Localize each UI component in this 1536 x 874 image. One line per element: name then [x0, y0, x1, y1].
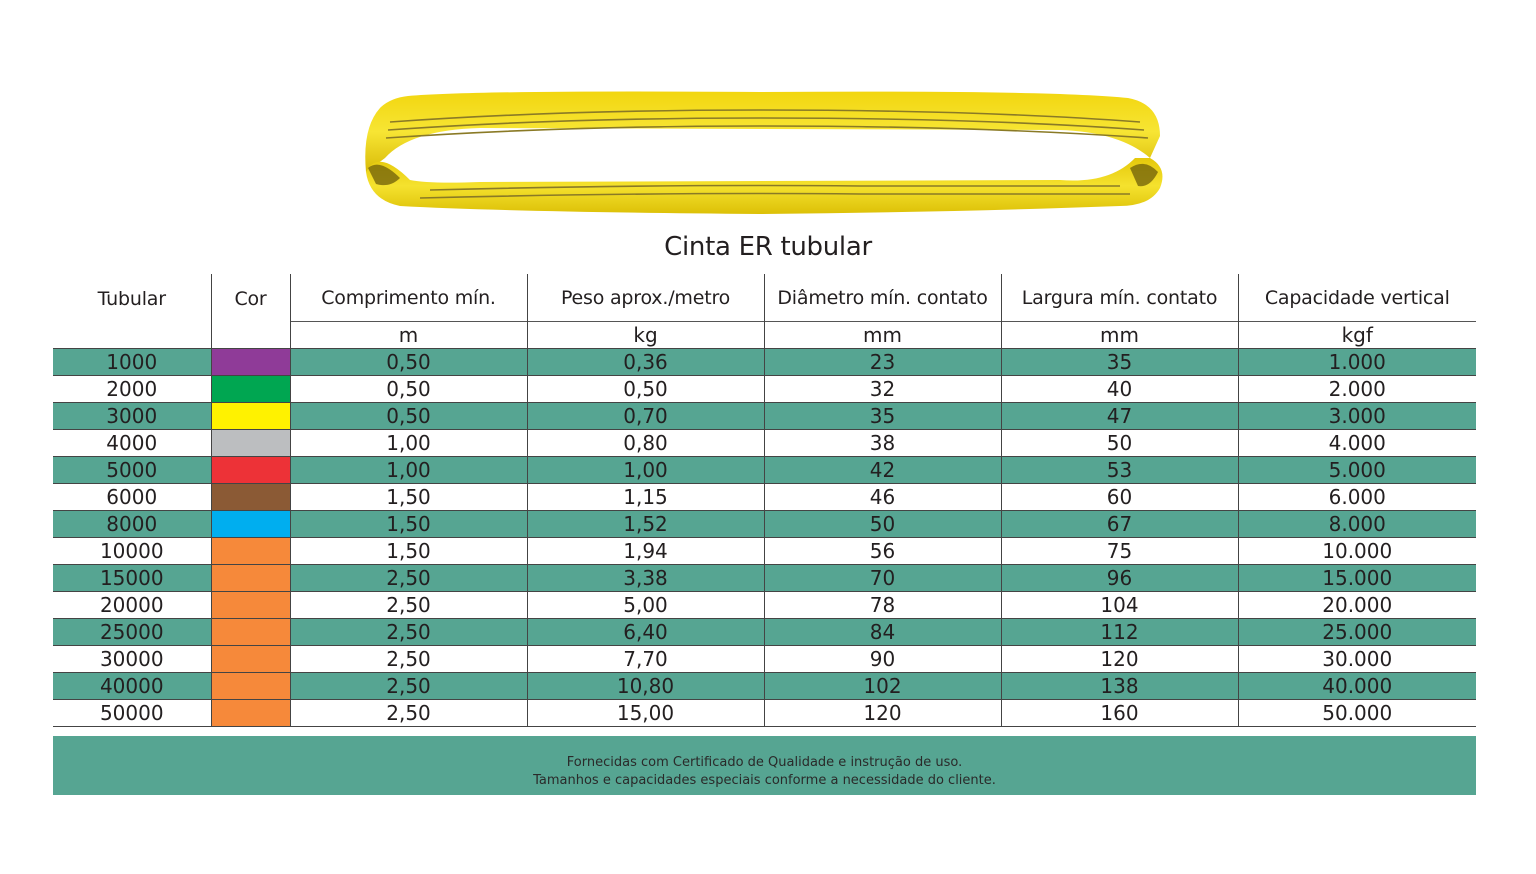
yellow-round-sling-image: [360, 88, 1170, 218]
cell-capacidade: 15.000: [1238, 565, 1476, 592]
cell-comprimento: 1,50: [290, 511, 527, 538]
cell-largura: 50: [1001, 430, 1238, 457]
footer-line-2: Tamanhos e capacidades especiais conforme a necessidade do cliente.: [533, 773, 996, 788]
cell-peso: 3,38: [527, 565, 764, 592]
cell-comprimento: 0,50: [290, 349, 527, 376]
header-comprimento: Comprimento mín.: [290, 274, 527, 322]
color-swatch-fill: [212, 592, 290, 618]
cell-tubular: 50000: [53, 700, 211, 727]
table-body: [53, 349, 1476, 727]
cell-peso: 1,00: [527, 457, 764, 484]
cell-peso: 1,94: [527, 538, 764, 565]
cell-diametro: 84: [764, 619, 1001, 646]
cell-largura: 96: [1001, 565, 1238, 592]
cell-largura: 40: [1001, 376, 1238, 403]
table-row: [53, 646, 1476, 673]
footer-line-1: Fornecidas com Certificado de Qualidade e instrução de uso.: [566, 755, 963, 770]
cell-largura: 138: [1001, 673, 1238, 700]
cell-tubular: 4000: [53, 430, 211, 457]
table-row: [53, 403, 1476, 430]
cell-tubular: 10000: [53, 538, 211, 565]
cell-peso: 15,00: [527, 700, 764, 727]
cell-capacidade: 5.000: [1238, 457, 1476, 484]
cell-tubular: 25000: [53, 619, 211, 646]
unit-diametro: mm: [764, 322, 1001, 349]
unit-peso: kg: [527, 322, 764, 349]
cell-capacidade: 25.000: [1238, 619, 1476, 646]
cell-peso: 5,00: [527, 592, 764, 619]
color-swatch-fill: [212, 565, 290, 591]
cell-capacidade: 8.000: [1238, 511, 1476, 538]
color-swatch: [211, 349, 290, 376]
unit-comprimento: m: [290, 322, 527, 349]
cell-capacidade: 4.000: [1238, 430, 1476, 457]
table-row: [53, 673, 1476, 700]
table-row: [53, 430, 1476, 457]
cell-tubular: 15000: [53, 565, 211, 592]
color-swatch-fill: [212, 511, 290, 537]
cell-capacidade: 1.000: [1238, 349, 1476, 376]
cell-comprimento: 2,50: [290, 565, 527, 592]
cell-tubular: 8000: [53, 511, 211, 538]
color-swatch-fill: [212, 457, 290, 483]
color-swatch-fill: [212, 538, 290, 564]
color-swatch: [211, 484, 290, 511]
cell-diametro: 23: [764, 349, 1001, 376]
cell-diametro: 90: [764, 646, 1001, 673]
header-cor: Cor: [211, 274, 290, 349]
color-swatch: [211, 376, 290, 403]
cell-diametro: 50: [764, 511, 1001, 538]
cell-tubular: 5000: [53, 457, 211, 484]
cell-diametro: 102: [764, 673, 1001, 700]
unit-largura: mm: [1001, 322, 1238, 349]
cell-comprimento: 2,50: [290, 646, 527, 673]
table-row: [53, 376, 1476, 403]
cell-capacidade: 20.000: [1238, 592, 1476, 619]
table-row: [53, 349, 1476, 376]
cell-largura: 47: [1001, 403, 1238, 430]
cell-diametro: 56: [764, 538, 1001, 565]
color-swatch: [211, 538, 290, 565]
color-swatch: [211, 646, 290, 673]
color-swatch: [211, 673, 290, 700]
cell-diametro: 42: [764, 457, 1001, 484]
cell-comprimento: 2,50: [290, 619, 527, 646]
page-title: Cinta ER tubular: [664, 232, 872, 262]
cell-diametro: 32: [764, 376, 1001, 403]
color-swatch: [211, 592, 290, 619]
cell-tubular: 2000: [53, 376, 211, 403]
cell-largura: 35: [1001, 349, 1238, 376]
cell-comprimento: 0,50: [290, 376, 527, 403]
cell-peso: 7,70: [527, 646, 764, 673]
header-largura: Largura mín. contato: [1001, 274, 1238, 322]
table-row: [53, 700, 1476, 727]
cell-comprimento: 2,50: [290, 700, 527, 727]
table-row: [53, 592, 1476, 619]
cell-peso: 6,40: [527, 619, 764, 646]
table-row: [53, 538, 1476, 565]
cell-diametro: 120: [764, 700, 1001, 727]
cell-diametro: 35: [764, 403, 1001, 430]
color-swatch-fill: [212, 430, 290, 456]
cell-capacidade: 50.000: [1238, 700, 1476, 727]
cell-capacidade: 6.000: [1238, 484, 1476, 511]
color-swatch-fill: [212, 376, 290, 402]
table-row: [53, 565, 1476, 592]
cell-comprimento: 0,50: [290, 403, 527, 430]
cell-largura: 120: [1001, 646, 1238, 673]
table-row: [53, 457, 1476, 484]
color-swatch-fill: [212, 673, 290, 699]
cell-peso: 0,36: [527, 349, 764, 376]
cell-largura: 160: [1001, 700, 1238, 727]
color-swatch-fill: [212, 646, 290, 672]
cell-comprimento: 1,50: [290, 538, 527, 565]
spec-table: [53, 274, 1476, 727]
table-row: [53, 619, 1476, 646]
cell-tubular: 3000: [53, 403, 211, 430]
cell-largura: 104: [1001, 592, 1238, 619]
cell-peso: 0,70: [527, 403, 764, 430]
cell-capacidade: 30.000: [1238, 646, 1476, 673]
color-swatch-fill: [212, 619, 290, 645]
cell-tubular: 30000: [53, 646, 211, 673]
cell-capacidade: 40.000: [1238, 673, 1476, 700]
header-tubular: Tubular: [97, 288, 166, 310]
color-swatch-fill: [212, 700, 290, 726]
color-swatch: [211, 430, 290, 457]
header-peso: Peso aprox./metro: [527, 274, 764, 322]
cell-tubular: 20000: [53, 592, 211, 619]
cell-diametro: 70: [764, 565, 1001, 592]
cell-diametro: 78: [764, 592, 1001, 619]
cell-peso: 1,15: [527, 484, 764, 511]
color-swatch-fill: [212, 484, 290, 510]
cell-peso: 10,80: [527, 673, 764, 700]
cell-capacidade: 3.000: [1238, 403, 1476, 430]
cell-largura: 60: [1001, 484, 1238, 511]
cell-peso: 1,52: [527, 511, 764, 538]
cell-tubular: 6000: [53, 484, 211, 511]
color-swatch: [211, 403, 290, 430]
cell-comprimento: 1,50: [290, 484, 527, 511]
cell-comprimento: 2,50: [290, 592, 527, 619]
cell-largura: 67: [1001, 511, 1238, 538]
cell-capacidade: 2.000: [1238, 376, 1476, 403]
table-row: [53, 484, 1476, 511]
cell-largura: 53: [1001, 457, 1238, 484]
cell-largura: 112: [1001, 619, 1238, 646]
footer-note: [53, 736, 1476, 795]
color-swatch: [211, 700, 290, 727]
color-swatch-fill: [212, 349, 290, 375]
cell-tubular: 1000: [53, 349, 211, 376]
cell-comprimento: 1,00: [290, 457, 527, 484]
header-capacidade: Capacidade vertical: [1238, 274, 1476, 322]
cell-largura: 75: [1001, 538, 1238, 565]
cell-diametro: 38: [764, 430, 1001, 457]
color-swatch: [211, 619, 290, 646]
header-row: [53, 274, 1476, 322]
cell-peso: 0,80: [527, 430, 764, 457]
color-swatch: [211, 511, 290, 538]
cell-diametro: 46: [764, 484, 1001, 511]
table-row: [53, 511, 1476, 538]
unit-capacidade: kgf: [1238, 322, 1476, 349]
color-swatch-fill: [212, 403, 290, 429]
cell-peso: 0,50: [527, 376, 764, 403]
cell-comprimento: 1,00: [290, 430, 527, 457]
color-swatch: [211, 565, 290, 592]
cell-capacidade: 10.000: [1238, 538, 1476, 565]
color-swatch: [211, 457, 290, 484]
cell-comprimento: 2,50: [290, 673, 527, 700]
cell-tubular: 40000: [53, 673, 211, 700]
header-diametro: Diâmetro mín. contato: [764, 274, 1001, 322]
